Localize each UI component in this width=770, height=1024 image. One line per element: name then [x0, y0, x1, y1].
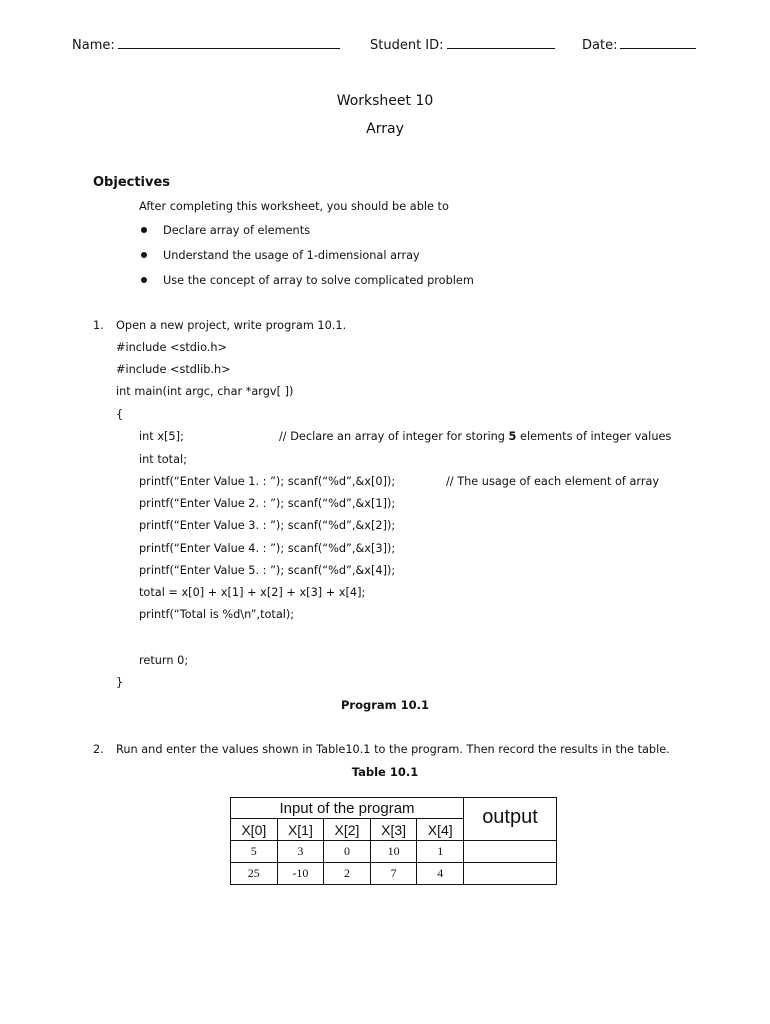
objectives-intro: After completing this worksheet, you should be able to: [139, 200, 449, 213]
student-id-label: Student ID:: [370, 38, 444, 53]
code-line: int total;: [139, 453, 187, 466]
code-line: int x[5];: [139, 430, 184, 443]
code-line: {: [116, 408, 124, 421]
code-line: printf(“Enter Value 2. : ”); scanf(“%d”,&x[1]);: [139, 497, 396, 510]
objective-item: Declare array of elements: [163, 224, 311, 237]
comment-text: elements of integer values: [516, 430, 672, 443]
code-line: #include <stdlib.h>: [116, 363, 231, 376]
question-1-number: 1.: [93, 319, 104, 332]
table-cell: 10: [370, 841, 417, 863]
code-line: #include <stdio.h>: [116, 341, 228, 354]
table-cell: 3: [277, 841, 324, 863]
comment-number: 5: [508, 430, 517, 443]
objective-item: Understand the usage of 1-dimensional array: [163, 249, 420, 262]
column-header: X[4]: [417, 819, 464, 841]
code-line: printf(“Enter Value 5. : ”); scanf(“%d”,&x[4]);: [139, 564, 396, 577]
column-header: X[3]: [370, 819, 417, 841]
code-comment-declare: [279, 430, 671, 443]
worksheet-title: Worksheet 10: [336, 93, 434, 109]
bullet-icon: [141, 277, 147, 283]
question-2-number: 2.: [93, 743, 104, 756]
date-label: Date:: [582, 38, 618, 53]
comment-text: // Declare an array of integer for storing: [279, 430, 509, 443]
objective-item: Use the concept of array to solve complicated problem: [163, 274, 474, 287]
date-blank-line: [620, 36, 696, 49]
student-id-field-row: [370, 36, 555, 53]
code-line: total = x[0] + x[1] + x[2] + x[3] + x[4];: [139, 586, 366, 599]
bullet-icon: [141, 227, 147, 233]
table-cell: 0: [324, 841, 371, 863]
results-table: [230, 797, 557, 885]
column-header: X[2]: [324, 819, 371, 841]
code-line: printf(“Enter Value 4. : ”); scanf(“%d”,&x[3]);: [139, 542, 396, 555]
table-cell: 7: [370, 863, 417, 885]
column-header: X[0]: [231, 819, 278, 841]
table-row: [231, 863, 557, 885]
bullet-icon: [141, 252, 147, 258]
objectives-heading: Objectives: [93, 175, 171, 190]
input-header-cell: Input of the program: [231, 798, 464, 819]
output-header-cell: output: [464, 798, 557, 841]
code-line: printf(“Enter Value 3. : ”); scanf(“%d”,&x[2]);: [139, 519, 396, 532]
name-label: Name:: [72, 38, 115, 53]
code-line: return 0;: [139, 654, 189, 667]
question-1-text: Open a new project, write program 10.1.: [116, 319, 347, 332]
table-cell: 25: [231, 863, 278, 885]
table-caption: Table 10.1: [351, 765, 419, 779]
code-line: }: [116, 676, 124, 689]
code-comment-usage: // The usage of each element of array: [446, 475, 660, 488]
code-line: printf(“Enter Value 1. : ”); scanf(“%d”,&x[0]);: [139, 475, 396, 488]
code-line: printf(“Total is %d\n”,total);: [139, 608, 295, 621]
output-cell[interactable]: [464, 841, 557, 863]
table-row: [231, 841, 557, 863]
code-line: int main(int argc, char *argv[ ]): [116, 385, 294, 398]
program-caption: Program 10.1: [340, 698, 430, 712]
worksheet-subtitle: Array: [366, 121, 404, 137]
question-2-text: Run and enter the values shown in Table10.1 to the program. Then record the results in the table.: [116, 743, 670, 756]
date-field-row: [582, 36, 696, 53]
column-header: X[1]: [277, 819, 324, 841]
table-cell: 2: [324, 863, 371, 885]
name-field-row: [72, 36, 340, 53]
name-blank-line: [118, 36, 340, 49]
table-cell: 4: [417, 863, 464, 885]
output-cell[interactable]: [464, 863, 557, 885]
table-cell: -10: [277, 863, 324, 885]
student-id-blank-line: [447, 36, 555, 49]
table-cell: 5: [231, 841, 278, 863]
table-cell: 1: [417, 841, 464, 863]
